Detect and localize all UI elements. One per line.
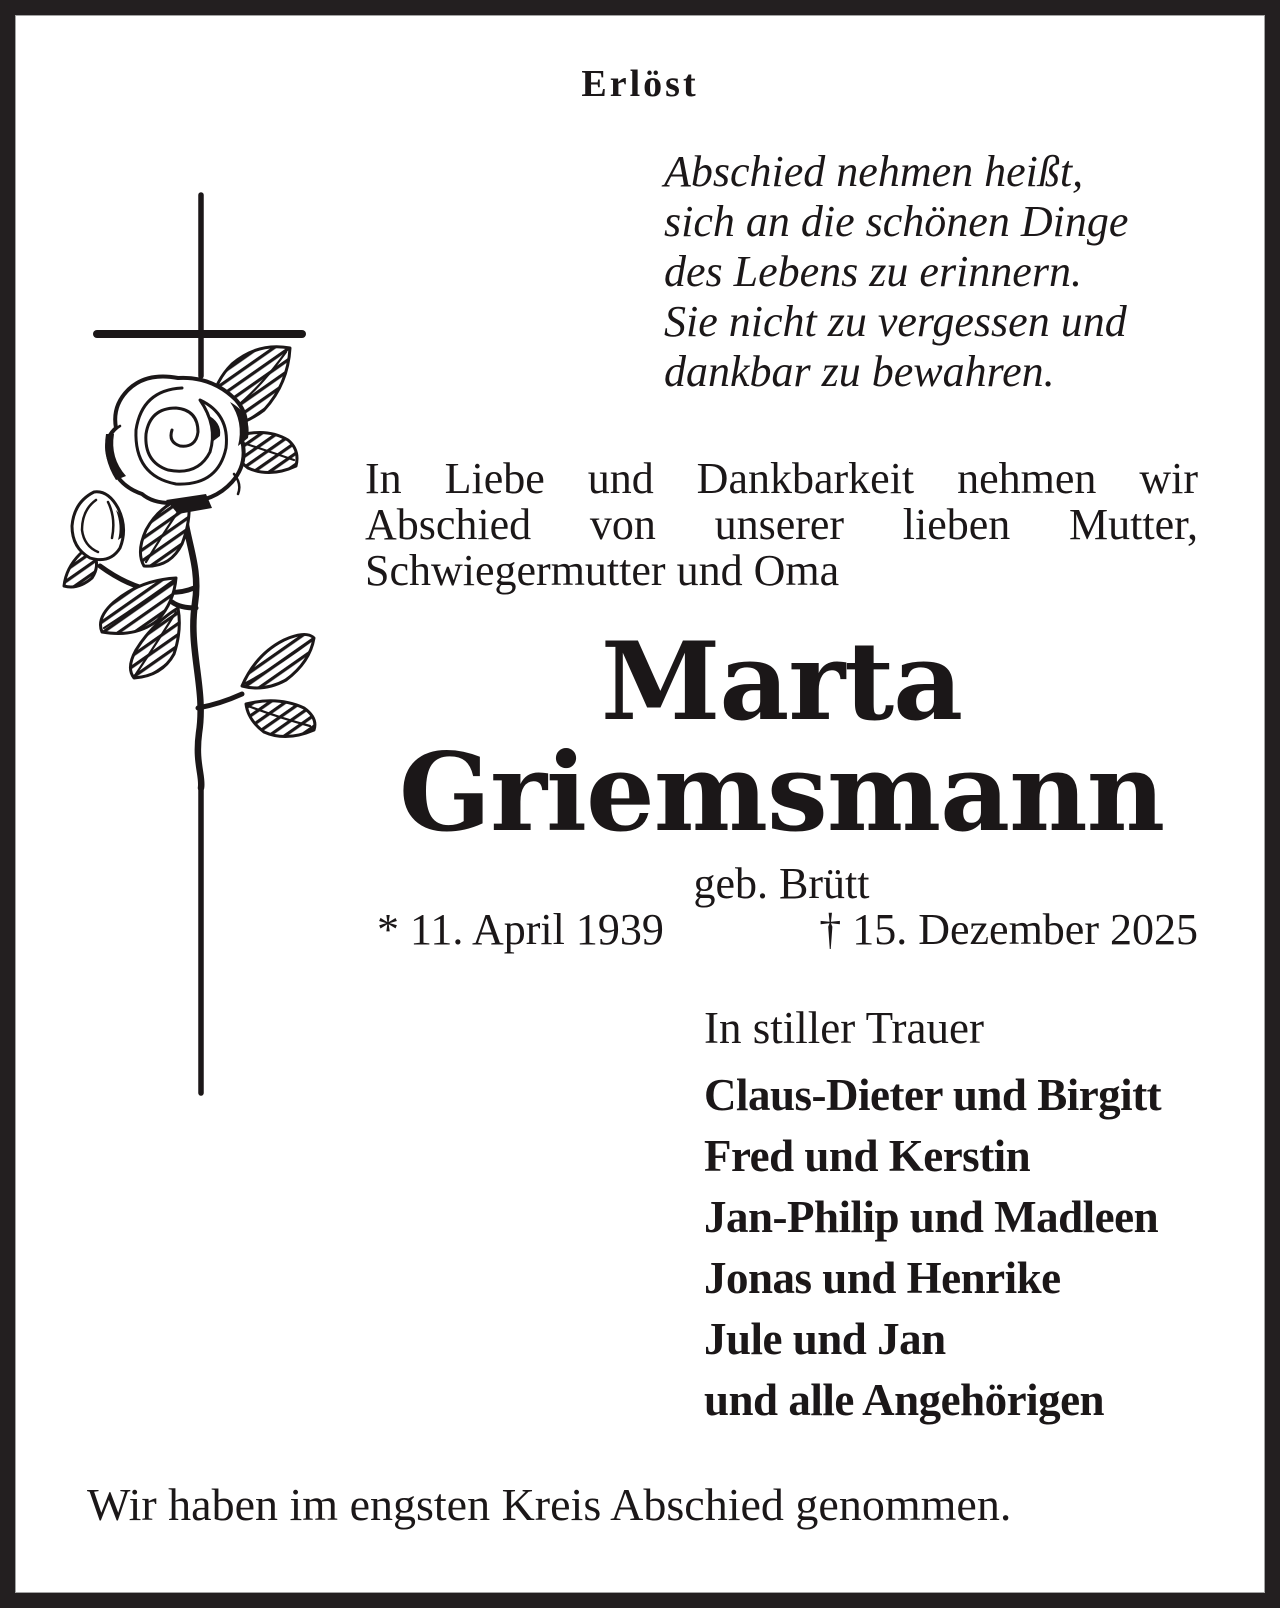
closing-line: Wir haben im engsten Kreis Abschied genommen. — [87, 1479, 1012, 1530]
quote-line: Sie nicht zu vergessen und — [664, 297, 1127, 346]
mourner-line: Jan-Philip und Madleen — [704, 1192, 1159, 1242]
quote-line: dankbar zu bewahren. — [664, 347, 1055, 396]
intro-line: In Liebe und Dankbarkeit nehmen wir — [365, 454, 1198, 503]
cross-and-rose-illustration — [60, 188, 390, 1100]
mourner-line: Jonas und Henrike — [704, 1253, 1061, 1303]
mourner-line: und alle Angehörigen — [704, 1375, 1105, 1425]
death-date: † 15. Dezember 2025 — [819, 905, 1198, 954]
life-dates — [365, 906, 1198, 954]
mourner-line: Claus-Dieter und Birgitt — [704, 1070, 1162, 1120]
quote-line: Abschied nehmen heißt, — [664, 147, 1084, 196]
intro-line: Schwiegermutter und Oma — [365, 546, 840, 595]
mourner-line: Jule und Jan — [704, 1314, 946, 1364]
intro-paragraph — [365, 456, 1198, 594]
quote-line: sich an die schönen Dinge — [664, 197, 1129, 246]
deceased-last-name: Griemsmann — [398, 730, 1165, 856]
memorial-quote — [664, 147, 1244, 397]
page-title: Erlöst — [581, 63, 699, 105]
mourning-header: In stiller Trauer — [704, 1003, 984, 1053]
intro-line: Abschied von unserer lieben Mutter, — [365, 500, 1198, 549]
deceased-first-name: Marta — [600, 619, 963, 745]
birth-date: * 11. April 1939 — [377, 905, 664, 954]
quote-line: des Lebens zu erinnern. — [664, 247, 1082, 296]
maiden-name: geb. Brütt — [693, 859, 870, 908]
mourner-line: Fred und Kerstin — [704, 1131, 1031, 1181]
paper — [15, 15, 1265, 1593]
mourners-list — [704, 1065, 1161, 1431]
